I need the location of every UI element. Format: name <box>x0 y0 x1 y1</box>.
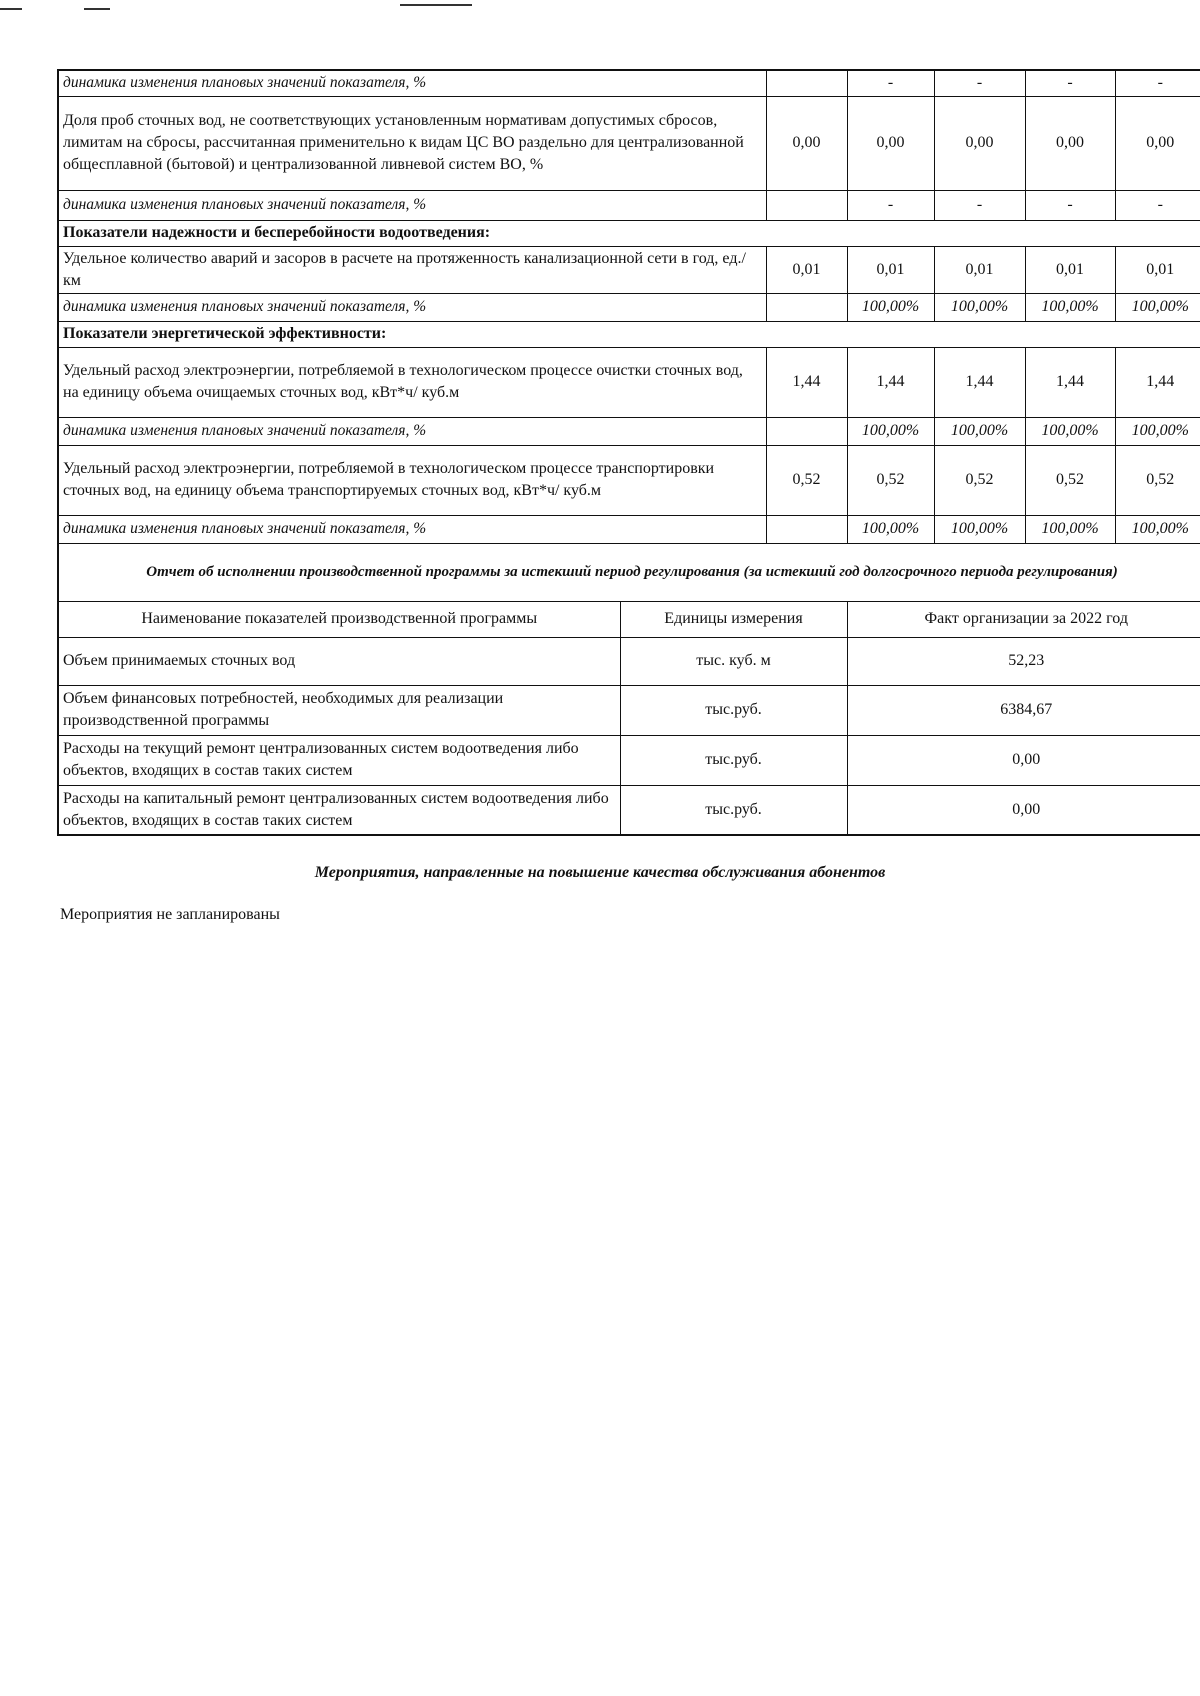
dynamics-row <box>58 293 1200 321</box>
value-cell: - <box>847 190 934 220</box>
report-header-fact: Факт организации за 2022 год <box>847 601 1200 637</box>
value-cell: 1,44 <box>1025 347 1115 417</box>
value-cell <box>766 70 847 96</box>
value-cell: - <box>1025 70 1115 96</box>
indicator-row <box>58 246 1200 293</box>
value-cell: - <box>1025 190 1115 220</box>
events-title: Мероприятия, направленные на повышение качества обслуживания абонентов <box>314 864 886 881</box>
report-header-name: Наименование показателей производственной программы <box>58 601 620 637</box>
indicator-row <box>58 347 1200 417</box>
value-cell: 100,00% <box>1025 293 1115 321</box>
value-cell: 0,52 <box>1025 445 1115 515</box>
value-cell: - <box>934 190 1025 220</box>
report-row-unit: тыс.руб. <box>620 685 847 735</box>
dynamics-label: динамика изменения плановых значений показателя, % <box>58 417 766 445</box>
report-row <box>58 785 1200 835</box>
report-row-name: Расходы на капитальный ремонт централизованных систем водоотведения либо объектов, входящих в состав таких систем <box>58 785 620 835</box>
value-cell: 0,00 <box>1115 96 1200 190</box>
value-cell: 0,01 <box>766 246 847 293</box>
value-cell: 100,00% <box>1025 417 1115 445</box>
value-cell: 1,44 <box>1115 347 1200 417</box>
report-row-unit: тыс. куб. м <box>620 637 847 685</box>
value-cell: 0,52 <box>766 445 847 515</box>
value-cell: - <box>847 70 934 96</box>
report-row <box>58 685 1200 735</box>
indicator-row <box>58 445 1200 515</box>
indicator-label: Доля проб сточных вод, не соответствующих установленным нормативам допустимых сбросов, лимитам на сбросы, рассчитанная применительно к видам ЦС ВО раздельно для централизованной общесплавной (бытовой) и централизованной ливневой систем ВО, % <box>58 96 766 190</box>
value-cell: 1,44 <box>766 347 847 417</box>
value-cell: 1,44 <box>934 347 1025 417</box>
value-cell: 0,01 <box>1025 246 1115 293</box>
value-cell <box>766 515 847 543</box>
value-cell: 0,52 <box>1115 445 1200 515</box>
value-cell: 0,00 <box>1025 96 1115 190</box>
events-text: Мероприятия не запланированы <box>60 906 280 923</box>
report-header-row <box>58 601 1200 637</box>
value-cell: 100,00% <box>934 417 1025 445</box>
value-cell: - <box>1115 190 1200 220</box>
value-cell: 100,00% <box>1115 293 1200 321</box>
report-row-name: Расходы на текущий ремонт централизованных систем водоотведения либо объектов, входящих в состав таких систем <box>58 735 620 785</box>
dynamics-label: динамика изменения плановых значений показателя, % <box>58 70 766 96</box>
value-cell: 1,44 <box>847 347 934 417</box>
value-cell: 100,00% <box>847 293 934 321</box>
report-title: Отчет об исполнении производственной программы за истекший период регулирования (за истекший год долгосрочного периода регулирования) <box>58 543 1200 601</box>
value-cell: 100,00% <box>1115 515 1200 543</box>
dynamics-label: динамика изменения плановых значений показателя, % <box>58 293 766 321</box>
report-row-value: 0,00 <box>847 735 1200 785</box>
value-cell: 100,00% <box>847 417 934 445</box>
value-cell: 0,01 <box>847 246 934 293</box>
scan-mark <box>84 8 110 10</box>
value-cell: 100,00% <box>1025 515 1115 543</box>
value-cell: 0,00 <box>847 96 934 190</box>
scan-mark <box>0 8 22 10</box>
value-cell: 100,00% <box>847 515 934 543</box>
value-cell: - <box>1115 70 1200 96</box>
indicator-label: Удельный расход электроэнергии, потребляемой в технологическом процессе очистки сточных вод, на единицу объема очищаемых сточных вод, кВт*ч/ куб.м <box>58 347 766 417</box>
report-row-name: Объем финансовых потребностей, необходимых для реализации производственной программы <box>58 685 620 735</box>
dynamics-row <box>58 190 1200 220</box>
dynamics-row <box>58 70 1200 96</box>
dynamics-label: динамика изменения плановых значений показателя, % <box>58 190 766 220</box>
value-cell: 0,52 <box>847 445 934 515</box>
value-cell: 0,01 <box>1115 246 1200 293</box>
value-cell <box>766 190 847 220</box>
indicators-table <box>57 69 1200 836</box>
section-title: Показатели надежности и бесперебойности водоотведения: <box>58 220 1200 246</box>
report-row-value: 6384,67 <box>847 685 1200 735</box>
report-row-unit: тыс.руб. <box>620 735 847 785</box>
value-cell: 0,01 <box>934 246 1025 293</box>
section-row <box>58 321 1200 347</box>
dynamics-label: динамика изменения плановых значений показателя, % <box>58 515 766 543</box>
section-title: Показатели энергетической эффективности: <box>58 321 1200 347</box>
value-cell: 100,00% <box>934 293 1025 321</box>
section-row <box>58 220 1200 246</box>
value-cell: 0,52 <box>934 445 1025 515</box>
dynamics-row <box>58 515 1200 543</box>
scan-mark <box>400 4 472 6</box>
indicator-label: Удельный расход электроэнергии, потребляемой в технологическом процессе транспортировки сточных вод, на единицу объема транспортируемых сточных вод, кВт*ч/ куб.м <box>58 445 766 515</box>
indicator-label: Удельное количество аварий и засоров в расчете на протяженность канализационной сети в год, ед./км <box>58 246 766 293</box>
report-row-value: 0,00 <box>847 785 1200 835</box>
dynamics-row <box>58 417 1200 445</box>
value-cell: 0,00 <box>766 96 847 190</box>
indicator-row <box>58 96 1200 190</box>
report-row <box>58 735 1200 785</box>
value-cell: 100,00% <box>1115 417 1200 445</box>
report-header-unit: Единицы измерения <box>620 601 847 637</box>
value-cell: 100,00% <box>934 515 1025 543</box>
report-row <box>58 637 1200 685</box>
value-cell <box>766 417 847 445</box>
report-title-row <box>58 543 1200 601</box>
value-cell: 0,00 <box>934 96 1025 190</box>
value-cell: - <box>934 70 1025 96</box>
report-row-unit: тыс.руб. <box>620 785 847 835</box>
value-cell <box>766 293 847 321</box>
report-row-value: 52,23 <box>847 637 1200 685</box>
report-row-name: Объем принимаемых сточных вод <box>58 637 620 685</box>
